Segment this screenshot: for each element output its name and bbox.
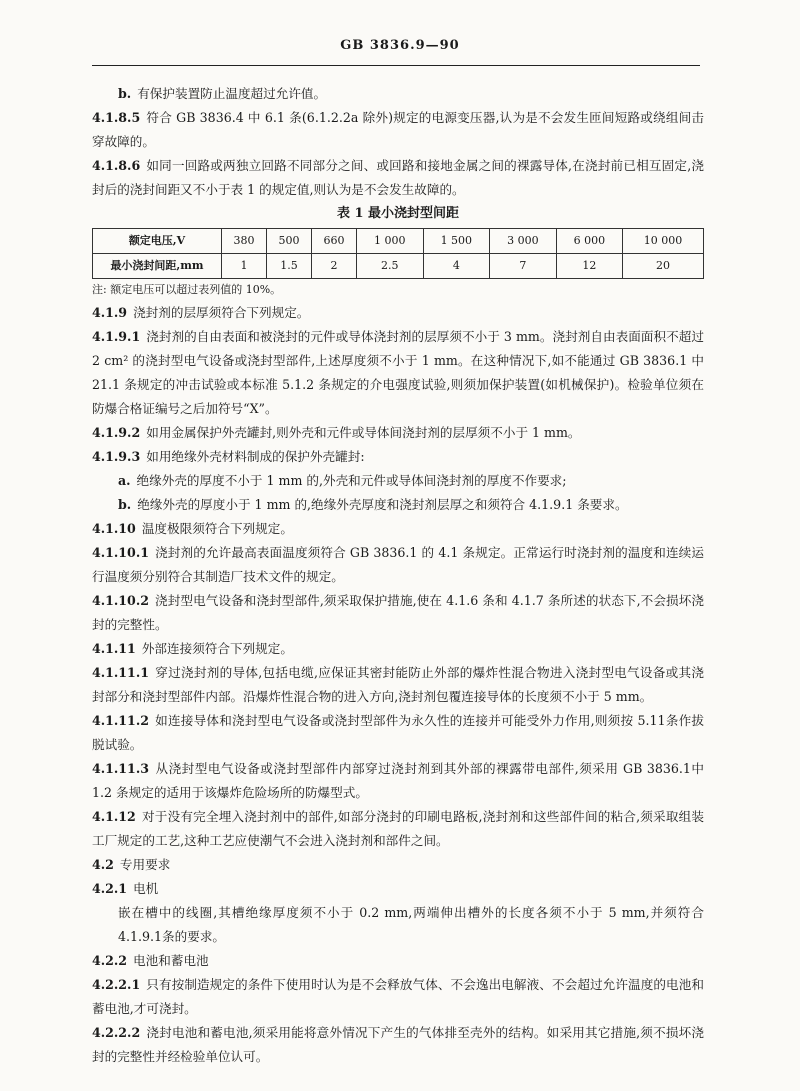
clause-number: 4.1.11 xyxy=(92,641,136,656)
clause-paragraph xyxy=(92,901,704,949)
clause-number: 4.1.9 xyxy=(92,305,128,320)
clause-paragraph xyxy=(92,709,704,757)
table-cell: 660 xyxy=(312,229,357,254)
clause-paragraph xyxy=(92,877,704,901)
clause-number: 4.2 xyxy=(92,857,114,872)
clause-text: 如连接导体和浇封型电气设备或浇封型部件为永久性的连接并可能受外力作用,则须按 5.11条作拔脱试验。 xyxy=(92,713,704,752)
document-header: GB 3836.9—90 xyxy=(340,38,460,53)
clause-b: b. 有保护装置防止温度超过允许值。 xyxy=(118,86,327,101)
clause-paragraph xyxy=(92,661,704,709)
table-row-label: 最小浇封间距,mm xyxy=(93,254,222,279)
clause-paragraph xyxy=(92,973,704,1021)
clause-text: 温度极限须符合下列规定。 xyxy=(141,521,293,536)
clause-paragraph xyxy=(92,805,704,853)
clause-text: 从浇封型电气设备或浇封型部件内部穿过浇封剂到其外部的裸露带电部件,须采用 GB 3836.1中 1.2 条规定的适用于该爆炸危险场所的防爆型式。 xyxy=(92,761,704,800)
clause-4-1-8-6: 4.1.8.6 如同一回路或两独立回路不同部分之间、或回路和接地金属之间的裸露导体,在浇封前已相互固定,浇封后的浇封间距又不小于表 1 的规定值,则认为是不会发生故障的。 xyxy=(92,158,704,197)
clause-text: 电池和蓄电池 xyxy=(133,953,209,968)
clause-number: 4.1.9.2 xyxy=(92,425,141,440)
table-cell: 7 xyxy=(490,254,557,279)
table-note: 注: 额定电压可以超过表列值的 10%。 xyxy=(92,283,282,296)
clause-text: 嵌在槽中的线圈,其槽绝缘厚度须不小于 0.2 mm,两端伸出槽外的长度各须不小于 5 mm,并须符合4.1.9.1条的要求。 xyxy=(118,905,704,944)
spacing-table xyxy=(92,228,704,279)
clause-text: 绝缘外壳的厚度小于 1 mm 的,绝缘外壳厚度和浇封剂层厚之和须符合 4.1.9.1 条要求。 xyxy=(137,497,628,512)
clause-text: 只有按制造规定的条件下使用时认为是不会释放气体、不会逸出电解液、不会超过允许温度的电池和蓄电池,才可浇封。 xyxy=(92,977,704,1016)
clause-paragraph xyxy=(92,853,704,877)
clause-paragraph xyxy=(92,325,704,421)
clause-number: 4.1.10 xyxy=(92,521,136,536)
clause-text: 外部连接须符合下列规定。 xyxy=(141,641,293,656)
clause-paragraph xyxy=(92,949,704,973)
clause-text: 专用要求 xyxy=(119,857,171,872)
table-cell: 20 xyxy=(623,254,704,279)
clause-text: 浇封电池和蓄电池,须采用能将意外情况下产生的气体排至壳外的结构。如采用其它措施,须不损坏浇封的完整性并经检验单位认可。 xyxy=(92,1025,704,1064)
clause-text: 浇封剂的层厚须符合下列规定。 xyxy=(133,305,310,320)
clause-number: 4.1.11.3 xyxy=(92,761,149,776)
clause-number: 4.1.9.3 xyxy=(92,449,141,464)
table-cell: 1.5 xyxy=(267,254,312,279)
clause-paragraph xyxy=(92,445,704,469)
clause-text: 对于没有完全埋入浇封剂中的部件,如部分浇封的印刷电路板,浇封剂和这些部件间的粘合,须采取组装工厂规定的工艺,这种工艺应使潮气不会进入浇封剂和部件之间。 xyxy=(92,809,704,848)
clause-number: b. xyxy=(118,497,132,512)
table-row xyxy=(93,229,704,254)
clause-number: 4.2.2.1 xyxy=(92,977,141,992)
clause-text: 如用绝缘外壳材料制成的保护外壳罐封: xyxy=(146,449,365,464)
clause-paragraph xyxy=(92,541,704,589)
clause-paragraph xyxy=(92,301,704,325)
clause-number: 4.2.2 xyxy=(92,953,128,968)
clause-text: 电机 xyxy=(133,881,159,896)
table-cell: 1 500 xyxy=(423,229,490,254)
header-rule xyxy=(92,65,700,66)
table-row xyxy=(93,254,704,279)
clause-text: 绝缘外壳的厚度不小于 1 mm 的,外壳和元件或导体间浇封剂的厚度不作要求; xyxy=(136,473,567,488)
clause-paragraph xyxy=(92,757,704,805)
document-body xyxy=(92,82,704,1069)
clause-paragraph xyxy=(92,493,704,517)
clause-paragraph xyxy=(92,1021,704,1069)
table-row-label: 额定电压,V xyxy=(93,229,222,254)
clause-number: 4.1.9.1 xyxy=(92,329,141,344)
clause-paragraph xyxy=(92,517,704,541)
clause-text: 浇封型电气设备和浇封型部件,须采取保护措施,使在 4.1.6 条和 4.1.7 条所述的状态下,不会损坏浇封的完整性。 xyxy=(92,593,704,632)
table-caption: 表 1 最小浇封型间距 xyxy=(336,206,460,221)
clause-4-1-8-5: 4.1.8.5 符合 GB 3836.4 中 6.1 条(6.1.2.2a 除外)规定的电源变压器,认为是不会发生匝间短路或绕组间击穿故障的。 xyxy=(92,110,704,149)
clause-number: 4.1.12 xyxy=(92,809,136,824)
table-cell: 500 xyxy=(267,229,312,254)
clause-number: 4.2.2.2 xyxy=(92,1025,141,1040)
table-cell: 6 000 xyxy=(556,229,623,254)
clause-paragraph xyxy=(92,469,704,493)
clause-text: 浇封剂的自由表面和被浇封的元件或导体浇封剂的层厚须不小于 3 mm。浇封剂自由表面面积不超过 2 cm² 的浇封型电气设备或浇封型部件,上述厚度须不小于 1 mm。在这种情况下,如不能通过 GB 3836.1 中 21.1 条规定的冲击试验或本标准 5.1.2 条规定的介电强度试验,则须加保护装置(如机械保护)。检验单位须在防爆合格证编号之后加符号“X”。 xyxy=(92,329,704,416)
table-cell: 380 xyxy=(222,229,267,254)
clause-number: 4.1.10.2 xyxy=(92,593,149,608)
table-cell: 3 000 xyxy=(490,229,557,254)
table-cell: 1 xyxy=(222,254,267,279)
table-cell: 2 xyxy=(312,254,357,279)
clause-number: 4.1.11.1 xyxy=(92,665,149,680)
table-cell: 2.5 xyxy=(357,254,424,279)
clause-paragraph xyxy=(92,589,704,637)
table-cell: 4 xyxy=(423,254,490,279)
table-cell: 12 xyxy=(556,254,623,279)
clause-number: 4.1.11.2 xyxy=(92,713,149,728)
clause-number: 4.1.10.1 xyxy=(92,545,149,560)
table-cell: 1 000 xyxy=(357,229,424,254)
clauses-section xyxy=(92,301,704,1069)
clause-number: a. xyxy=(118,473,131,488)
clause-text: 浇封剂的允许最高表面温度须符合 GB 3836.1 的 4.1 条规定。正常运行时浇封剂的温度和连续运行温度须分别符合其制造厂技术文件的规定。 xyxy=(92,545,704,584)
clause-paragraph xyxy=(92,637,704,661)
clause-text: 穿过浇封剂的导体,包括电缆,应保证其密封能防止外部的爆炸性混合物进入浇封型电气设备或其浇封部分和浇封型部件内部。沿爆炸性混合物的进入方向,浇封剂包覆连接导体的长度须不小于 5 mm。 xyxy=(92,665,704,704)
clause-number: 4.2.1 xyxy=(92,881,128,896)
clause-text: 如用金属保护外壳罐封,则外壳和元件或导体间浇封剂的层厚须不小于 1 mm。 xyxy=(146,425,581,440)
clause-paragraph xyxy=(92,421,704,445)
table-cell: 10 000 xyxy=(623,229,704,254)
